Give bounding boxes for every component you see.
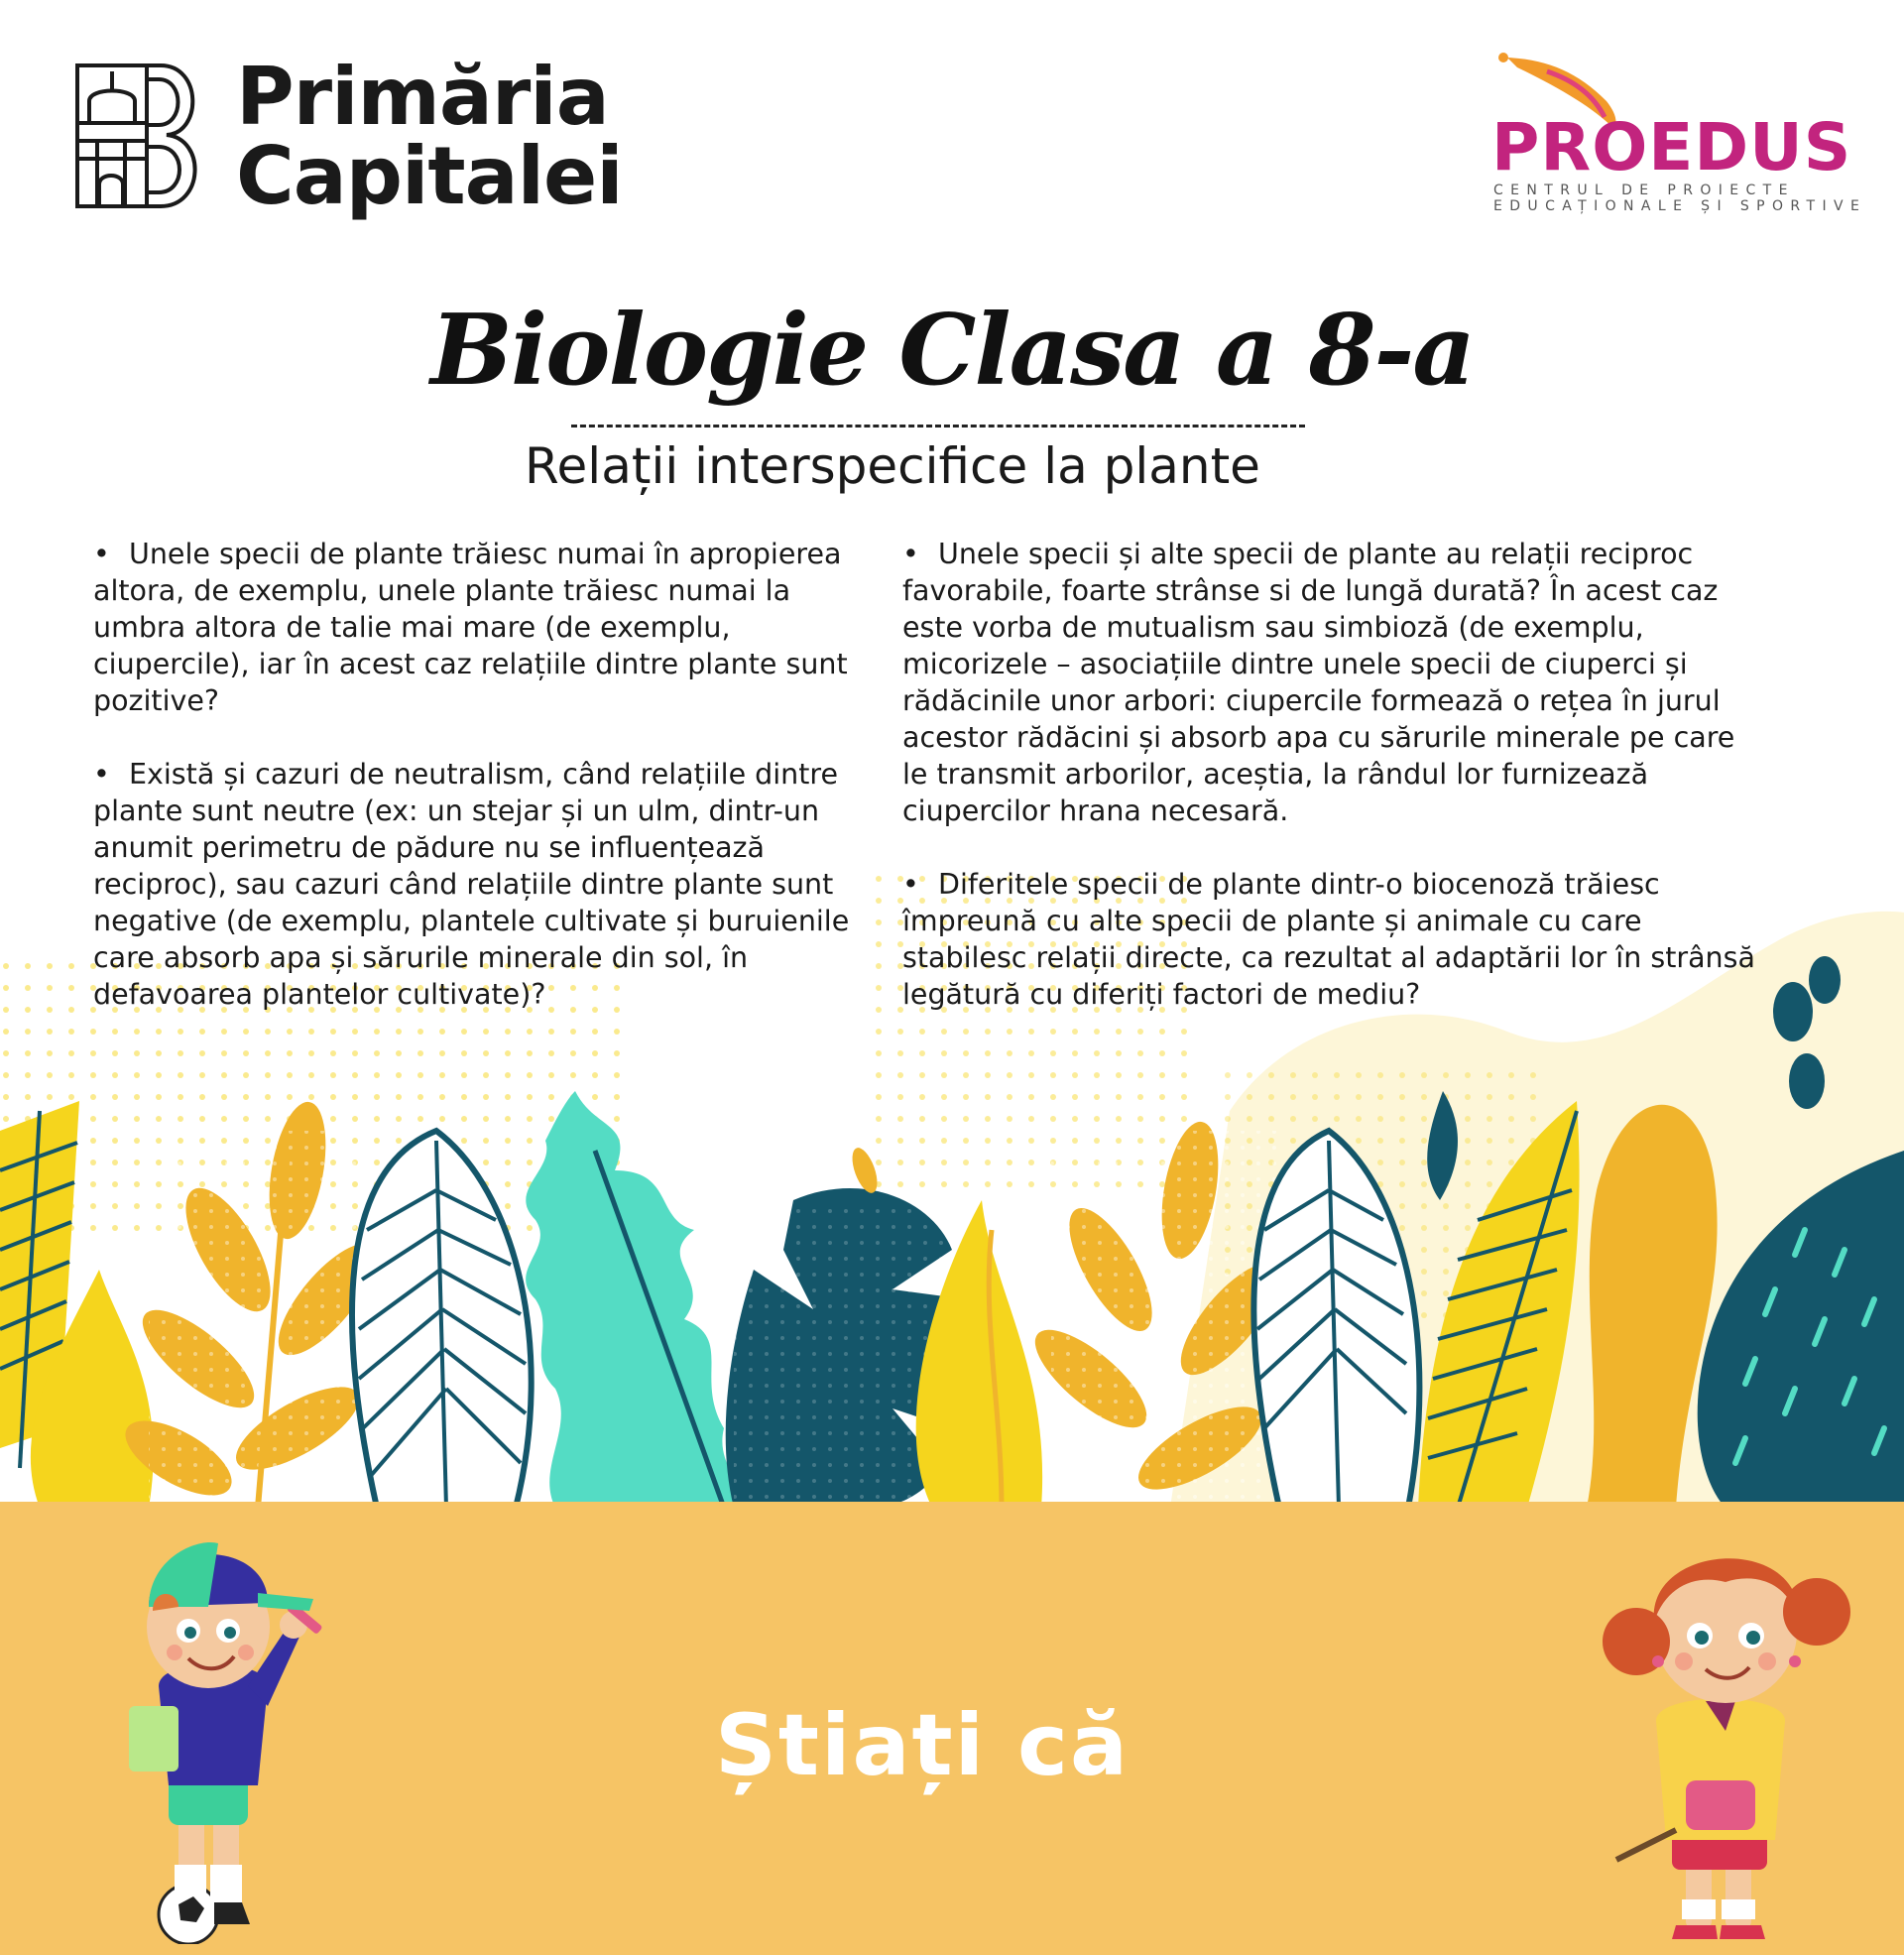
primaria-capitalei-logo [75,51,623,226]
bullet: • [93,538,110,570]
bullet: • [902,868,919,901]
fact-text: Există și cazuri de neutralism, când relațiile dintre plante sunt neutre (ex: un stejar și un ulm, dintr-un anumit perimetru de pădure nu se influențează reciproc), sau cazuri când relațiile dintre plante sunt negative (de exemplu, plantele cultivate și buruienile care absorb apa și sărurile minerale din sol, în defavoarea plantelor cultivate)? [93,758,850,1011]
bullet: • [902,538,919,570]
city-hall-b-icon [75,63,198,208]
proedus-logo [1488,52,1867,220]
fact-text: Unele specii de plante trăiesc numai în apropierea altora, de exemplu, unele plante trăiesc numai la umbra altora de talie mai mare (de exemplu, ciupercile), iar în acest caz relațiile dintre plante sunt pozitive? [93,538,848,717]
brand-line-1: Primăria [236,51,609,143]
page-title: Biologie Clasa a 8-a [430,294,1474,408]
fact-paragraph [902,536,1755,829]
fact-text: Unele specii și alte specii de plante au relații reciproc favorabile, foarte strânse si de lungă durată? În acest caz este vorba de mutualism sau simbioză (de exemplu, micorizele – asociațiile dintre unele specii de ciuperci și rădăcinile unor arbori: ciupercile formează o rețea în jurul acestor rădăcini și absorb apa cu sărurile minerale pe care le transmit arborilor, aceștia, la rândul lor furnizează ciupercilor hrana necesară. [902,538,1735,827]
fact-paragraph [93,756,857,1013]
boy-character-illustration [119,1508,347,1944]
bullet: • [93,758,110,791]
proedus-wordmark: PROEDUS [1491,109,1852,185]
fact-paragraph [93,536,857,719]
brand-line-2: Capitalei [236,130,623,222]
proedus-subline-1: CENTRUL DE PROIECTE [1493,183,1795,198]
title-divider [571,425,1305,428]
page-subtitle: Relații interspecifice la plante [525,437,1260,495]
footer-label: Știați că [714,1696,1130,1795]
right-column [902,536,1755,1049]
fact-paragraph [902,866,1755,1013]
girl-character-illustration [1577,1503,1874,1949]
proedus-subline-2: EDUCAȚIONALE ȘI SPORTIVE [1493,198,1867,214]
fact-text: Diferitele specii de plante dintr-o biocenoză trăiesc împreună cu alte specii de plante și animale cu care stabilesc relații directe, ca rezultat al adaptării lor în strânsă legătură cu diferiți factori de mediu? [902,868,1755,1011]
left-column [93,536,857,1049]
